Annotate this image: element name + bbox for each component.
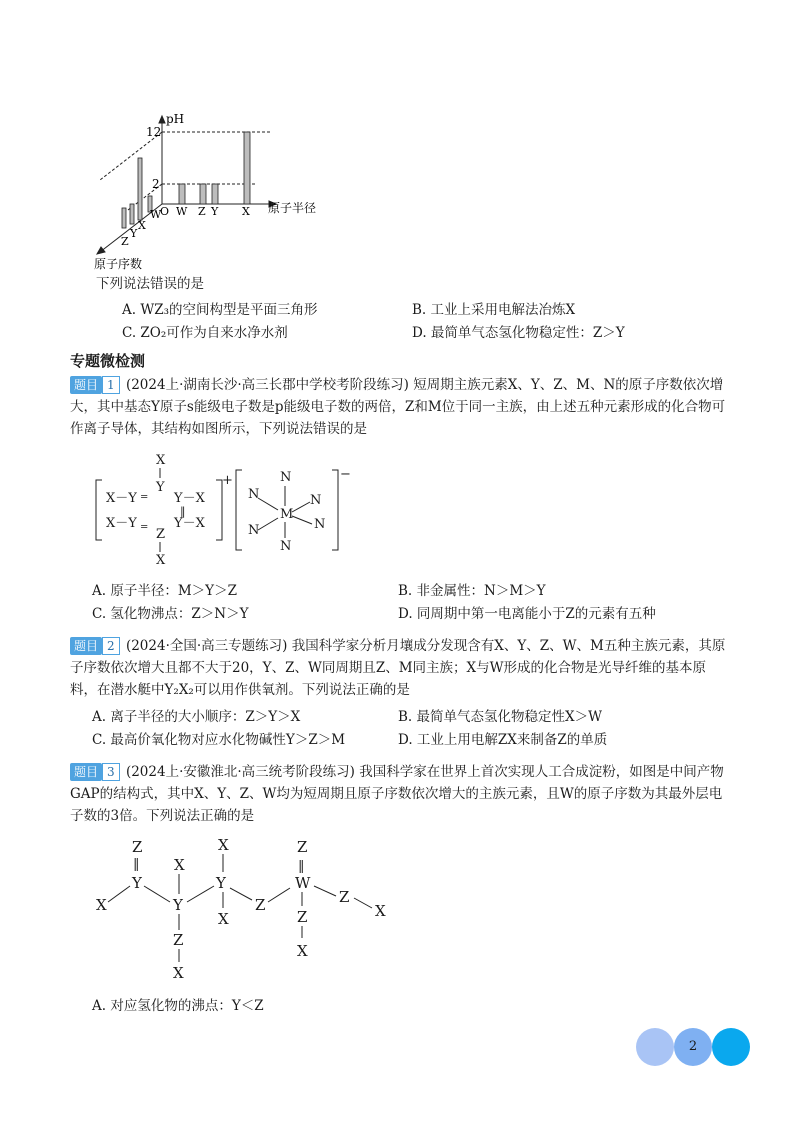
- svg-text:‖: ‖: [180, 505, 186, 518]
- svg-text:X: X: [96, 896, 107, 914]
- q2-option-a: A. 离子半径的大小顺序：Z＞Y＞X: [92, 709, 301, 725]
- svg-text:=: =: [140, 492, 149, 503]
- section-title: 专题微检测: [70, 352, 146, 370]
- svg-text:Z: Z: [255, 896, 266, 914]
- svg-text:M: M: [280, 507, 294, 522]
- question-2-text: (2024·全国·高三专题练习) 我国科学家分析月壤成分发现含有X、Y、Z、W、M五种主族元素，其原子序数依次增大且都不大于20，Y、Z、W同周期且Z、M同主族；X与W形成的化合物是光导纤维的基本原料，在潜水艇中Y₂X₂可以用作供氧剂。下列说法正确的是: [70, 638, 726, 698]
- q2-option-d: D. 工业上用电解ZX来制备Z的单质: [398, 732, 608, 748]
- depth-label-x: X: [138, 219, 146, 232]
- bar-label-w: W: [176, 205, 188, 218]
- q1-option-a: A. 原子半径：M＞Y＞Z: [92, 583, 237, 599]
- tick-12: 12: [146, 125, 162, 139]
- question-tag: 题目: [70, 763, 102, 781]
- prev-option-d: D. 最简单气态氢化物稳定性：Z＞Y: [412, 325, 625, 341]
- q1-option-d: D. 同周期中第一电离能小于Z的元素有五种: [398, 606, 656, 622]
- question-1-text: (2024上·湖南长沙·高三长郡中学校考阶段练习) 短周期主族元素X、Y、Z、M、N的原子序数依次增大，其中基态Y原子s能级电子数是p能级电子数的两倍，Z和M位于同一主族，由上述五种元素形成的化合物可作离子导体，其结构如图所示，下列说法错误的是: [70, 377, 726, 437]
- svg-text:X－Y: X－Y: [106, 516, 137, 531]
- prev-question-stem: 下列说法错误的是: [96, 276, 204, 292]
- ph-bar-figure: [90, 112, 350, 272]
- svg-text:X: X: [297, 942, 308, 960]
- q2-option-b: B. 最简单气态氢化物稳定性X＞W: [398, 709, 602, 725]
- prev-option-c: C. ZO₂可作为自来水净水剂: [122, 325, 288, 341]
- svg-text:X: X: [156, 553, 166, 568]
- page-number-decoration: [636, 1028, 752, 1066]
- svg-text:+: +: [222, 473, 233, 488]
- svg-text:X: X: [218, 836, 229, 854]
- svg-text:X－Y: X－Y: [106, 491, 137, 506]
- depth-axis-label: 原子序数: [94, 257, 143, 271]
- page-number: 2: [688, 1039, 698, 1054]
- question-3: [70, 761, 730, 827]
- svg-text:N: N: [248, 487, 260, 502]
- prev-option-a: A. WZ₃的空间构型是平面三角形: [122, 302, 318, 318]
- svg-text:=: =: [140, 522, 149, 533]
- svg-text:X: X: [173, 964, 184, 982]
- svg-text:X: X: [218, 910, 229, 928]
- svg-text:−: −: [340, 467, 351, 482]
- page-circle-right: [712, 1028, 750, 1066]
- svg-text:Y: Y: [132, 874, 142, 892]
- svg-text:Y－X: Y－X: [174, 516, 205, 531]
- question-2: [70, 635, 730, 701]
- question-number: 3: [102, 763, 120, 781]
- question-number: 1: [102, 376, 120, 394]
- question-1: [70, 374, 730, 440]
- bar-label-y: Y: [211, 205, 219, 218]
- question-tag: 题目: [70, 637, 102, 655]
- svg-text:X: X: [375, 902, 386, 920]
- bar-label-z: Z: [198, 205, 206, 218]
- svg-text:N: N: [310, 493, 322, 508]
- origin-label: O: [160, 205, 170, 218]
- bar-label-x: X: [242, 205, 250, 218]
- svg-text:N: N: [314, 517, 326, 532]
- svg-text:W: W: [295, 874, 311, 892]
- question-tag: 题目: [70, 376, 102, 394]
- ph-axis-label: pH: [166, 112, 185, 126]
- svg-text:Y: Y: [156, 480, 165, 495]
- prev-option-b: B. 工业上采用电解法冶炼X: [412, 302, 576, 318]
- svg-text:Y－X: Y－X: [174, 491, 205, 506]
- question-3-text: (2024上·安徽淮北·高三统考阶段练习) 我国科学家在世界上首次实现人工合成淀粉，如图是中间产物GAP的结构式，其中X、Y、Z、W均为短周期且原子序数依次增大的主族元素，且W的原子序数为其最外层电子数的3倍。下列说法正确的是: [70, 764, 724, 824]
- depth-label-y: Y: [130, 227, 138, 240]
- svg-text:Z: Z: [156, 527, 166, 542]
- svg-text:X: X: [156, 453, 166, 468]
- question-number: 2: [102, 637, 120, 655]
- q3-option-a: A. 对应氢化物的沸点：Y＜Z: [92, 998, 264, 1014]
- tick-2: 2: [152, 177, 160, 191]
- svg-text:‖: ‖: [133, 857, 140, 872]
- svg-text:Y: Y: [216, 874, 226, 892]
- q1-option-b: B. 非金属性：N＞M＞Y: [398, 583, 546, 599]
- svg-text:Z: Z: [173, 931, 184, 949]
- svg-text:‖: ‖: [298, 859, 305, 874]
- svg-text:N: N: [280, 470, 292, 485]
- page-circle-left: [636, 1028, 674, 1066]
- svg-text:Z: Z: [339, 888, 350, 906]
- q1-option-c: C. 氢化物沸点：Z＞N＞Y: [92, 606, 249, 622]
- svg-text:N: N: [280, 539, 292, 554]
- svg-text:Y: Y: [173, 896, 183, 914]
- q2-option-c: C. 最高价氧化物对应水化物碱性Y＞Z＞M: [92, 732, 346, 748]
- svg-text:N: N: [248, 523, 260, 538]
- depth-label-z: Z: [121, 235, 129, 248]
- svg-text:Z: Z: [132, 838, 143, 856]
- depth-label-w: W: [150, 208, 162, 221]
- svg-text:Z: Z: [297, 838, 308, 856]
- x-axis-label: 原子半径: [268, 201, 317, 215]
- svg-text:X: X: [174, 856, 185, 874]
- gap-structure-figure: [92, 832, 402, 982]
- ionic-structure-figure: [92, 448, 362, 573]
- svg-text:Z: Z: [297, 908, 308, 926]
